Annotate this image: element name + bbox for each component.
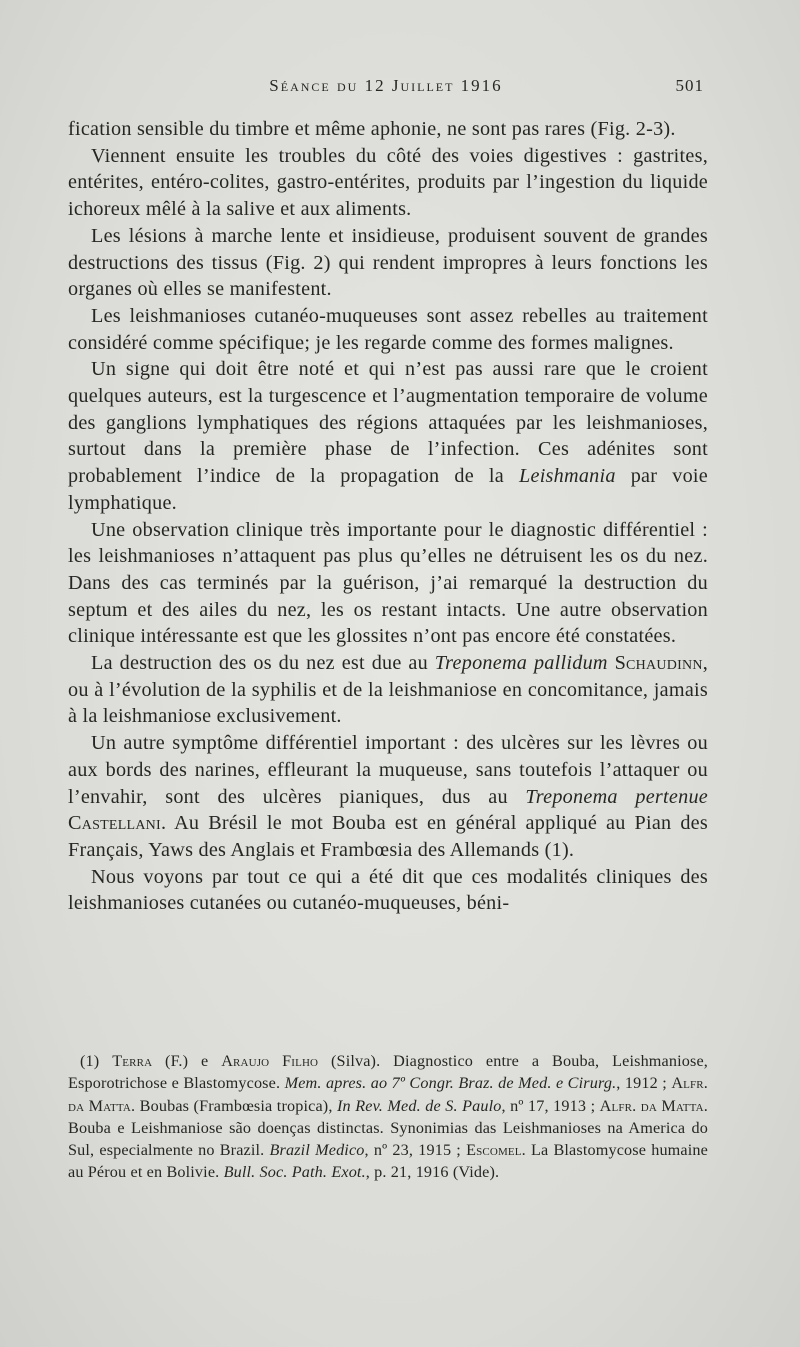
author-name: Alfr. da Matta bbox=[599, 1096, 704, 1115]
footnotes bbox=[68, 1050, 708, 1184]
italic-term: Treponema pallidum bbox=[434, 652, 608, 675]
text-run: , ou à l’évolution de la syphilis et de la leishmaniose en concomitance, jamais à la leishmaniose exclusivement. bbox=[68, 652, 709, 728]
author-name: Araujo Filho bbox=[221, 1052, 319, 1070]
italic-term: Brazil Medico bbox=[269, 1141, 365, 1160]
text-run: Les leishmanioses cutanéo-muqueuses sont assez rebelles au traitement considéré comme spécifique; je les regarde comme des formes malignes. bbox=[68, 304, 708, 354]
paragraph-tissue-destruction bbox=[68, 223, 708, 303]
paragraph-nasal-bone-destruction bbox=[68, 650, 708, 730]
text-run: . Boubas (Frambœsia tropica), bbox=[131, 1096, 337, 1115]
running-head bbox=[68, 76, 704, 106]
paragraph-conclusion bbox=[68, 864, 708, 917]
text-run: , nº 23, 1915 ; bbox=[364, 1141, 467, 1160]
text-run: (F.) e bbox=[152, 1052, 222, 1070]
text-run: par voie lymphatique. bbox=[68, 465, 708, 514]
text-run: Un signe qui doit être noté et qui n’est pas aussi rare que le croient quelques auteurs, est la turgescence et l’augmentation temporaire de volume des ganglions lymphatiques des régions attaquées par les leishmanioses, surtout dans la première phase de l’infection. Ces adénites sont probablement l’indice de la propagation de la bbox=[68, 358, 708, 488]
text-run: Une observation clinique très importante pour le diagnostic différentiel : les leishmanioses n’attaquent pas plus qu’elles ne détruisent les os du nez. Dans des cas terminés par la guérison, j’ai remarqué la destruction du septum et des ailes du nez, les os restant intacts. Une autre observation clinique intéressante est que les glossites n’ont pas encore été constatées. bbox=[68, 518, 708, 648]
text-run: . Bouba e Leishmaniose são doenças distinctas. Synonimias das Leishmanioses na America do Sul, especialmente no Brazil. bbox=[68, 1096, 708, 1160]
author-name: Escomel bbox=[466, 1141, 522, 1160]
text-run: (1) bbox=[80, 1052, 113, 1070]
text-run: Viennent ensuite les troubles du côté des voies digestives : gastrites, entérites, entéro-colites, gastro-entérites, produits par l’ingestion du liquide ichoreux mêlé à la salive et aux aliments. bbox=[68, 144, 708, 221]
text-run: Nous voyons par tout ce qui a été dit que ces modalités cliniques des leishmanioses cutanées ou cutanéo-muqueuses, béni- bbox=[68, 865, 708, 915]
author-name: Schaudinn bbox=[614, 652, 703, 675]
paragraph-treatment bbox=[68, 303, 708, 356]
italic-term: Leishmania bbox=[519, 465, 616, 488]
italic-term: In Rev. Med. de S. Paulo bbox=[336, 1096, 502, 1115]
author-name: Castellani bbox=[68, 812, 161, 835]
paragraph-pian-ulcers bbox=[68, 730, 708, 864]
author-name: Terra bbox=[112, 1052, 153, 1070]
paragraph-digestive-troubles bbox=[68, 143, 708, 223]
text-run: , nº 17, 1913 ; bbox=[501, 1096, 600, 1115]
text-run bbox=[608, 652, 615, 674]
italic-term: Bull. Soc. Path. Exot. bbox=[223, 1163, 366, 1182]
text-run: La destruction des os du nez est due au bbox=[91, 652, 435, 675]
body-text bbox=[68, 116, 708, 917]
paragraph-differential-diagnosis bbox=[68, 517, 708, 651]
text-run: . La Blastomycose humaine au Pérou et en Bolivie. bbox=[68, 1141, 708, 1182]
footnote-1 bbox=[68, 1050, 708, 1184]
page-number: 501 bbox=[675, 76, 704, 95]
text-run: , p. 21, 1916 (Vide). bbox=[365, 1163, 500, 1182]
author-name: Alfr. da Matta bbox=[68, 1074, 708, 1115]
italic-term: Mem. apres. ao 7º Congr. Braz. de Med. e Cirurg. bbox=[284, 1074, 617, 1093]
running-head-title: Séance du 12 Juillet 1916 bbox=[269, 76, 503, 95]
text-run: . Au Brésil le mot Bouba est en général appliqué au Pian des Français, Yaws des Anglais et Frambœsia des Allemands (1). bbox=[68, 812, 708, 861]
paragraph-continuation bbox=[68, 116, 708, 143]
paragraph-lymph-nodes bbox=[68, 356, 708, 516]
text-run: (Silva). Diagnostico entre a Bouba, Leishmaniose, Esporotrichose e Blastomycose. bbox=[68, 1052, 708, 1093]
italic-term: Treponema pertenue bbox=[525, 785, 708, 808]
text-run: , 1912 ; bbox=[616, 1074, 672, 1093]
text-run: Les lésions à marche lente et insidieuse, produisent souvent de grandes destructions des tissus (Fig. 2) qui rendent impropres à leurs fonctions les organes où elles se manifestent. bbox=[68, 224, 708, 301]
text-run: Un autre symptôme différentiel important : des ulcères sur les lèvres ou aux bords des narines, effleurant la muqueuse, sans toutefois l’attaquer ou l’envahir, sont des ulcères pianiques, dus au bbox=[68, 732, 708, 808]
text-run: fication sensible du timbre et même aphonie, ne sont pas rares (Fig. 2-3). bbox=[68, 118, 676, 140]
